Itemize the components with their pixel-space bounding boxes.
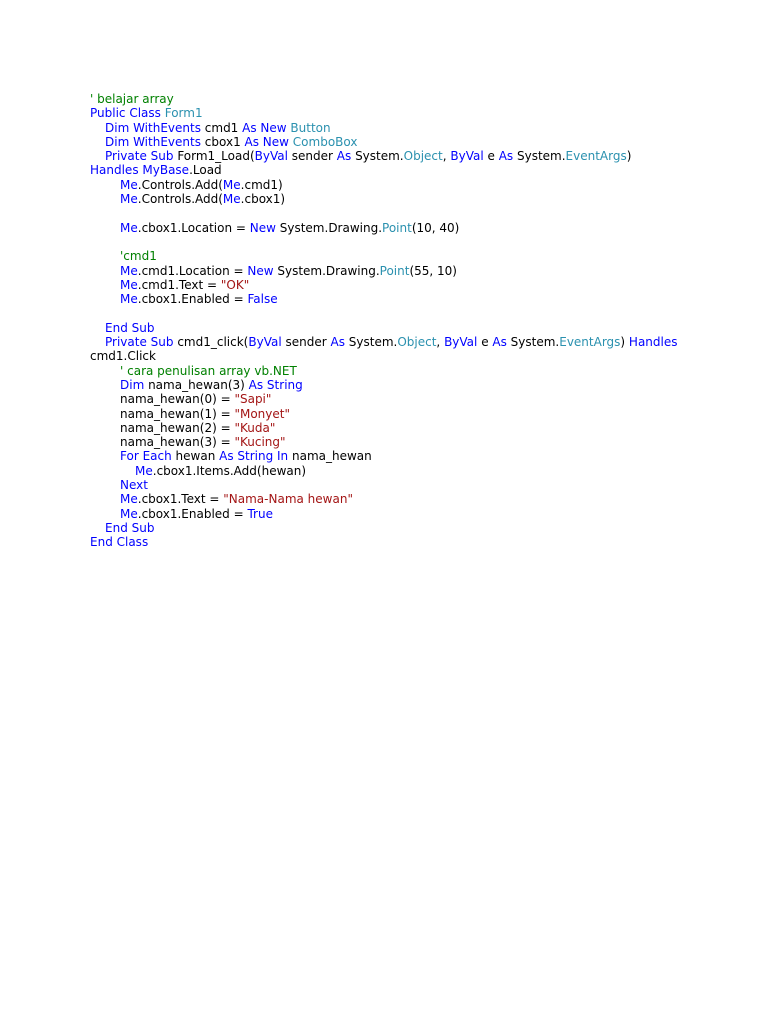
code-token: As New	[244, 134, 293, 149]
code-line	[90, 449, 730, 463]
code-token: End Sub	[105, 520, 155, 535]
code-token: System.	[355, 149, 404, 164]
code-token: (55, 10)	[409, 263, 457, 278]
code-token: nama_hewan(3)	[148, 377, 249, 392]
code-line	[90, 521, 730, 535]
code-token: .cbox1.Enabled =	[137, 292, 248, 307]
code-token: As String In	[219, 449, 292, 464]
code-line	[90, 264, 730, 278]
code-token: nama_hewan(3) =	[120, 435, 235, 450]
code-token: nama_hewan	[291, 449, 372, 464]
code-token: 'cmd1	[120, 249, 157, 264]
code-line	[90, 478, 730, 492]
code-token: Button	[290, 120, 331, 135]
code-token: cmd1.Click	[90, 349, 156, 364]
code-token: For Each	[120, 449, 176, 464]
code-line	[90, 364, 730, 378]
code-token: Dim WithEvents	[105, 120, 205, 135]
code-token: e	[481, 335, 493, 350]
code-line	[90, 535, 730, 549]
code-token: Me	[120, 506, 138, 521]
code-token: .Controls.Add(	[137, 177, 223, 192]
code-token: hewan	[175, 449, 220, 464]
code-token: Next	[120, 478, 148, 493]
code-token: .cbox1.Location =	[137, 220, 250, 235]
code-token: "Monyet"	[234, 406, 290, 421]
code-token: Dim	[120, 377, 149, 392]
code-token: System.	[510, 335, 560, 350]
code-token: As	[330, 335, 349, 350]
code-token: Point	[379, 263, 410, 278]
code-token: "Kuda"	[234, 420, 276, 435]
code-token: System.Drawing.	[277, 263, 380, 278]
code-token: Me	[222, 192, 241, 207]
code-token: As	[498, 149, 517, 164]
code-token: Me	[120, 177, 138, 192]
code-token: .cmd1.Text =	[137, 277, 221, 292]
code-token: nama_hewan(2) =	[120, 420, 235, 435]
code-token: Object	[397, 335, 437, 350]
code-token: .cmd1)	[240, 177, 283, 192]
code-token: .Controls.Add(	[137, 192, 223, 207]
code-token: Handles	[628, 335, 678, 350]
code-token: Object	[403, 149, 443, 164]
code-line	[90, 178, 730, 192]
code-line	[90, 464, 730, 478]
code-token: Form1_Load(	[177, 149, 255, 164]
code-token: ByVal	[450, 149, 488, 164]
code-token: .cmd1.Location =	[137, 263, 248, 278]
code-line	[90, 92, 730, 106]
code-token: nama_hewan(1) =	[120, 406, 235, 421]
code-token: Me	[120, 492, 138, 507]
code-token: ' belajar array	[90, 92, 174, 106]
code-token: EventArgs	[565, 149, 627, 164]
code-token: .cbox1.Enabled =	[137, 506, 248, 521]
code-token: As String	[248, 377, 303, 392]
code-line	[90, 435, 730, 449]
code-line	[90, 149, 730, 163]
code-token: System.Drawing.	[279, 220, 383, 235]
code-token: .cbox1.Text =	[137, 492, 224, 507]
code-line	[90, 235, 730, 249]
code-token: Me	[135, 463, 153, 478]
code-token: .cbox1)	[240, 192, 286, 207]
code-token: True	[247, 506, 273, 521]
code-token: End Sub	[105, 320, 155, 335]
code-line	[90, 492, 730, 506]
code-line	[90, 206, 730, 220]
code-token: cbox1	[204, 134, 245, 149]
code-token: "Sapi"	[234, 392, 272, 407]
code-line	[90, 507, 730, 521]
code-token: ' cara penulisan array vb.NET	[120, 363, 297, 378]
code-token: ByVal	[254, 149, 292, 164]
code-token: End Class	[90, 535, 149, 550]
code-line	[90, 306, 730, 320]
code-token: As	[492, 335, 511, 350]
code-line	[90, 292, 730, 306]
code-line	[90, 192, 730, 206]
code-token: )	[626, 149, 632, 164]
code-token: "Nama-Nama hewan"	[223, 492, 353, 507]
code-token: EventArgs	[559, 335, 621, 350]
code-token: ByVal	[444, 335, 482, 350]
code-line	[90, 135, 730, 149]
code-line	[90, 163, 730, 177]
code-line	[90, 221, 730, 235]
code-line	[90, 249, 730, 263]
code-line	[90, 392, 730, 406]
code-listing	[90, 92, 730, 550]
code-token: ,	[436, 335, 445, 350]
code-token: sender	[285, 335, 331, 350]
code-token: Handles MyBase	[90, 163, 190, 178]
code-line	[90, 321, 730, 335]
code-token: False	[247, 292, 278, 307]
code-token: Private Sub	[105, 335, 178, 350]
code-token: )	[620, 335, 629, 350]
code-token: Me	[120, 277, 138, 292]
code-line	[90, 121, 730, 135]
code-line	[90, 407, 730, 421]
code-token: New	[249, 220, 280, 235]
code-line	[90, 335, 730, 349]
code-token: "OK"	[220, 277, 250, 292]
code-token: "Kucing"	[234, 435, 286, 450]
code-token: New	[247, 263, 278, 278]
code-line	[90, 421, 730, 435]
code-token: Me	[120, 292, 138, 307]
code-token: nama_hewan(0) =	[120, 392, 235, 407]
code-token: Me	[120, 192, 138, 207]
code-line	[90, 349, 730, 363]
code-token: Me	[120, 263, 138, 278]
code-token: System.	[516, 149, 566, 164]
code-line	[90, 106, 730, 120]
code-token: Dim WithEvents	[105, 134, 205, 149]
code-line	[90, 278, 730, 292]
code-token: e	[487, 149, 499, 164]
code-token: .cbox1.Items.Add(hewan)	[152, 463, 307, 478]
code-token: As	[336, 149, 356, 164]
code-line	[90, 378, 730, 392]
code-token: cmd1	[204, 120, 243, 135]
code-token: Private Sub	[105, 149, 178, 164]
code-token: Form1	[164, 106, 203, 121]
code-token: (10, 40)	[411, 220, 460, 235]
code-token: Public Class	[90, 106, 165, 121]
code-token: sender	[291, 149, 337, 164]
code-token: Me	[222, 177, 241, 192]
code-token: System.	[348, 335, 398, 350]
code-token: Me	[120, 220, 138, 235]
code-token: .Load	[189, 163, 222, 178]
code-token: ByVal	[248, 335, 286, 350]
code-token: Point	[382, 220, 412, 235]
code-token: ,	[442, 149, 451, 164]
code-token: ComboBox	[292, 134, 358, 149]
code-token: cmd1_click(	[177, 335, 249, 350]
code-token: As New	[242, 120, 291, 135]
